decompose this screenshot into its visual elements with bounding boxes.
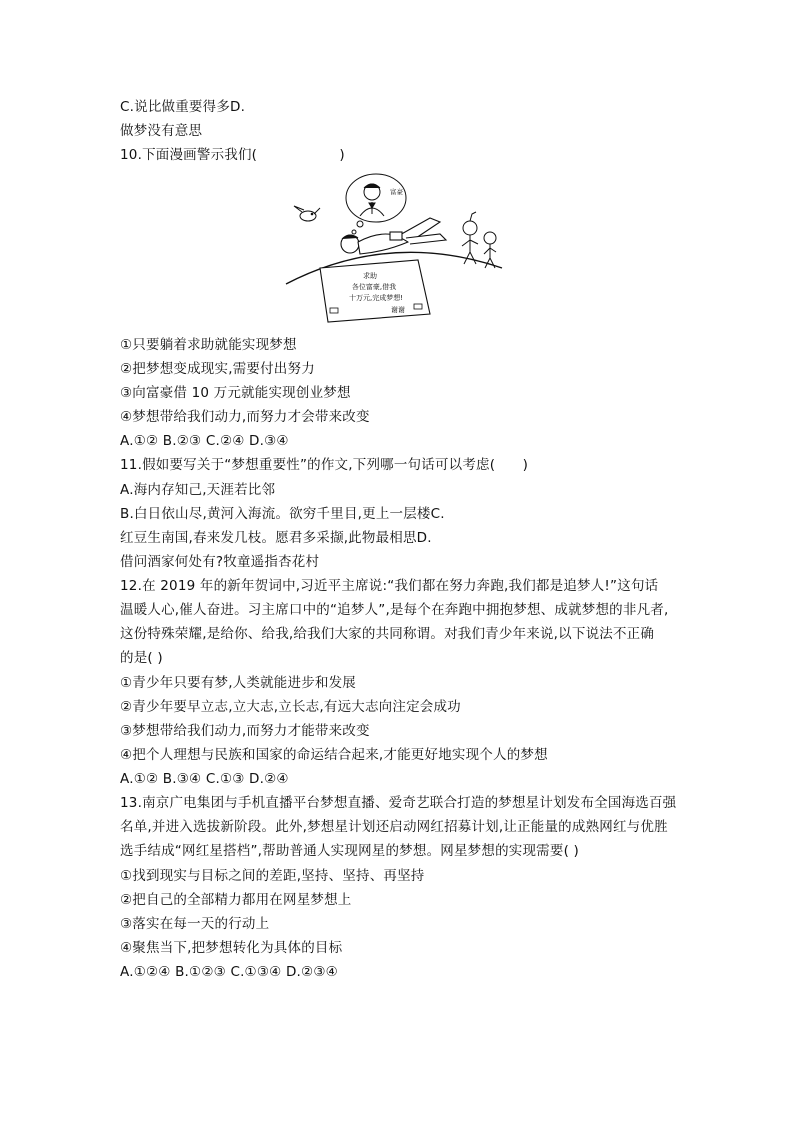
question-12-stem: 12.在 2019 年的新年贺词中,习近平主席说:“我们都在努力奔跑,我们都是追梦人!”这句话 [120,578,659,594]
sign-line: 十万元,完成梦想! [348,294,404,302]
option-line: B.白日依山尽,黄河入海流。欲穷千里目,更上一层楼C. [120,506,445,522]
option-line: ②把梦想变成现实,需要付出努力 [120,361,315,377]
question-13-stem: 选手结成“网红星搭档”,帮助普通人实现网星的梦想。网星梦想的实现需要( ) [120,843,580,859]
sign-line: 求助 [363,272,377,280]
bird-icon [294,206,320,221]
answer-choices: A.①② B.②③ C.②④ D.③④ [120,433,289,449]
option-line: 红豆生南国,春来发几枝。愿君多采撷,此物最相思D. [120,530,432,546]
option-line: ③落实在每一天的行动上 [120,916,270,932]
text-line: C.说比做重要得多D. [120,99,246,115]
onlooker-figures [462,212,496,268]
answer-choices: A.①② B.③④ C.①③ D.②④ [120,771,289,787]
option-line: ①青少年只要有梦,人类就能进步和发展 [120,675,356,691]
option-line: 借问酒家何处有?牧童遥指杏花村 [120,554,320,570]
sign-line: 各位富豪,借我 [351,283,397,291]
question-13-stem: 名单,并进入选拔新阶段。此外,梦想星计划还启动网红招募计划,让正能量的成熟网红与优胜 [120,819,668,835]
option-line: ③梦想带给我们动力,而努力才能带来改变 [120,723,370,739]
option-line: ④聚焦当下,把梦想转化为具体的目标 [120,940,343,956]
question-13-stem: 13.南京广电集团与手机直播平台梦想直播、爱奇艺联合打造的梦想星计划发布全国海选百强 [120,795,677,811]
question-12-stem: 温暖人心,催人奋进。习主席口中的“追梦人”,是每个在奔跑中拥抱梦想、成就梦想的非凡者, [120,602,669,618]
answer-choices: A.①②④ B.①②③ C.①③④ D.②③④ [120,964,338,980]
option-line: ②青少年要早立志,立大志,立长志,有远大志向注定会成功 [120,699,461,715]
thought-bubble [346,174,406,234]
question-10-stem: 10.下面漫画警示我们( ) [120,147,345,163]
sign-line: 谢谢 [391,306,405,314]
option-line: ②把自己的全部精力都用在网星梦想上 [120,892,352,908]
option-line: ④梦想带给我们动力,而努力才会带来改变 [120,409,370,425]
option-line: A.海内存知己,天涯若比邻 [120,482,276,498]
question-11-stem: 11.假如要写关于“梦想重要性”的作文,下列哪一句话可以考虑( ) [120,457,529,473]
option-line: ④把个人理想与民族和国家的命运结合起来,才能更好地实现个人的梦想 [120,747,548,763]
question-12-stem: 这份特殊荣耀,是给你、给我,给我们大家的共同称谓。对我们青少年来说,以下说法不正确 [120,626,655,642]
question-12-stem: 的是( ) [120,650,163,666]
option-line: ①只要躺着求助就能实现梦想 [120,337,297,353]
comic-illustration [280,172,506,324]
option-line: ③向富豪借 10 万元就能实现创业梦想 [120,385,351,401]
comic-drawing [280,172,506,324]
text-line: 做梦没有意思 [120,123,203,139]
option-line: ①找到现实与目标之间的差距,坚持、坚持、再坚持 [120,868,425,884]
thought-bubble-label: 富豪 [390,188,403,196]
